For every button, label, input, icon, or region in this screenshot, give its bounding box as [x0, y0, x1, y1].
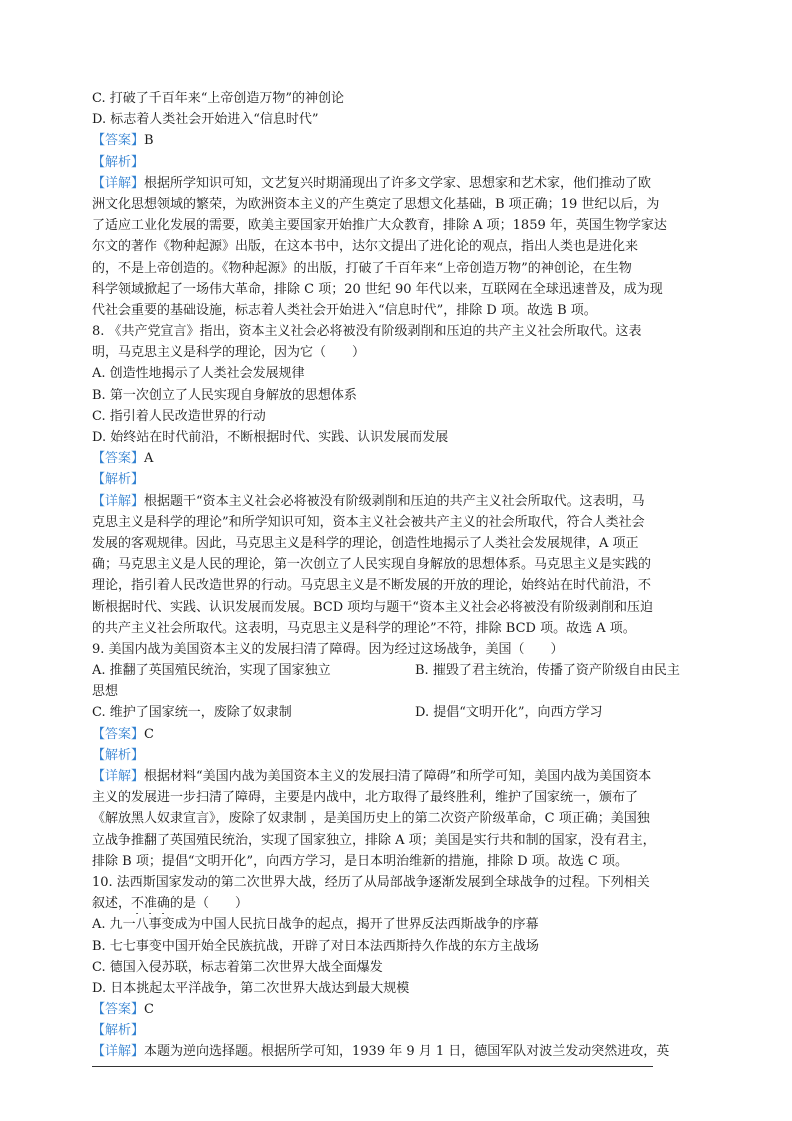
q7-analysis-tag: 【解析】 [92, 154, 145, 170]
q8-detail-line-7: 的共产主义社会所取代。这表明，马克思主义是科学的理论”不符，排除 BCD 项。故选 A 项。 [92, 620, 636, 636]
answer-tag: 【答案】 [92, 133, 145, 149]
q8-option-c: C. 指引着人民改造世界的行动 [92, 408, 266, 424]
q10-stem-line-1: 10. 法西斯国家发动的第二次世界大战，经历了从局部战争逐渐发展到全球战争的过程。下列相关 [92, 874, 650, 890]
answer-tag: 【答案】 [92, 451, 145, 467]
answer-value: A [144, 451, 154, 467]
detail-tag: 【详解】 [92, 493, 145, 509]
q8-detail-line-6: 断根据时代、实践、认识发展而发展。BCD 项均与题干“资本主义社会必将被没有阶级剥削和压迫 [92, 599, 653, 615]
detail-tag: 【详解】 [92, 1044, 145, 1060]
q9-answer [92, 724, 702, 745]
q9-option-b-continued: 思想 [92, 684, 119, 700]
q10-option-b: B. 七七事变中国开始全民族抗战，开辟了对日本法西斯持久作战的东方主战场 [92, 938, 539, 954]
q10-answer [92, 999, 702, 1020]
q8-detail-line-1: 【详解】根据题干“资本主义社会必将被没有阶级剥削和压迫的共产主义社会所取代。这表明，马 [92, 493, 645, 509]
q9-detail-line-5: 排除 B 项；提倡“文明开化”，向西方学习，是日本明治维新的措施，排除 D 项。故选 C 项。 [92, 853, 629, 869]
q8-analysis-tag: 【解析】 [92, 472, 145, 488]
emphasis-not-accurate: 不准确 [131, 896, 171, 912]
q10-analysis-tag: 【解析】 [92, 1023, 145, 1039]
q9-detail-line-3: 《解放黑人奴隶宣言》，废除了奴隶制 ，是美国历史上的第二次资产阶级革命，C 项正确；美国独 [92, 811, 650, 827]
q9-detail-line-4: 立战争推翻了英国殖民统治，实现了国家独立，排除 A 项；美国是实行共和制的国家，没有君主， [92, 832, 656, 848]
q9-option-b: B. 摧毁了君主统治，传播了资产阶级自由民主 [415, 663, 680, 679]
q7-detail-line-4: 尔文的著作《物种起源》出版，在这本书中，达尔文提出了进化论的观点，指出人类也是进化来 [92, 239, 639, 255]
q7-detail-line-1: 【详解】根据所学知识可知，文艺复兴时期涌现出了许多文学家、思想家和艺术家，他们推动了欧 [92, 175, 652, 191]
detail-tag: 【详解】 [92, 769, 145, 784]
q7-detail-line-3: 了适应工业化发展的需要，欧美主要国家开始推广大众教育，排除 A 项；1859 年，英国生物学家达 [92, 218, 667, 234]
q7-detail-line-5: 的，不是上帝创造的。《物种起源》的出版，打破了千百年来“上帝创造万物”的神创论，在生物 [92, 260, 632, 276]
q8-detail-line-3: 发展的客观规律。因此，马克思主义是科学的理论，创造性地揭示了人类社会发展规律，A 项正 [92, 535, 639, 551]
q9-option-d: D. 提倡“文明开化”，向西方学习 [415, 705, 603, 721]
footer-divider [92, 1066, 653, 1067]
q9-detail-line-1: 【详解】根据材料“美国内战为美国资本主义的发展扫清了障碍”和所学可知，美国内战为美国资本 [92, 769, 652, 784]
q10-option-c: C. 德国入侵苏联，标志着第二次世界大战全面爆发 [92, 959, 383, 975]
answer-tag: 【答案】 [92, 1002, 145, 1018]
q8-detail-line-4: 确；马克思主义是人民的理论，第一次创立了人民实现自身解放的思想体系。马克思主义是实践的 [92, 557, 652, 573]
q9-option-c: C. 维护了国家统一，废除了奴隶制 [92, 705, 292, 721]
q8-detail-line-5: 理论，指引着人民改造世界的行动。马克思主义是不断发展的开放的理论，始终站在时代前沿，不 [92, 578, 652, 594]
document-content [92, 88, 702, 1063]
q7-detail-line-2: 洲文化思想领域的繁荣，为欧洲资本主义的产生奠定了思想文化基础，B 项正确；19 世纪以后，为 [92, 196, 660, 212]
q8-stem-line-2: 明，马克思主义是科学的理论，因为它（ ） [92, 345, 366, 361]
answer-value: B [144, 133, 154, 149]
answer-tag: 【答案】 [92, 726, 145, 742]
q8-option-b: B. 第一次创立了人民实现自身解放的思想体系 [92, 387, 357, 403]
q10-detail-line-1: 【详解】本题为逆向选择题。根据所学可知，1939 年 9 月 1 日，德国军队对波兰发动突然进攻，英 [92, 1044, 670, 1060]
q8-detail-line-2: 克思主义是科学的理论”和所学知识可知，资本主义社会被共产主义的社会所取代，符合人类社会 [92, 514, 645, 530]
q9-option-a: A. 推翻了英国殖民统治，实现了国家独立 [92, 663, 331, 679]
q8-stem-line-1: 8. 《共产党宣言》指出，资本主义社会必将被没有阶级剥削和压迫的共产主义社会所取代。这表 [92, 324, 642, 340]
q9-options-row-2 [92, 702, 702, 723]
q7-option-d: D. 标志着人类社会开始进入“信息时代” [92, 112, 319, 128]
q9-options-row-1 [92, 660, 702, 681]
q10-option-a: A. 九一八事变成为中国人民抗日战争的起点，揭开了世界反法西斯战争的序幕 [92, 917, 539, 933]
q10-stem-line-2: 叙述，不准确的是（ ） [92, 896, 249, 912]
q7-detail-line-7: 代社会重要的基础设施，标志着人类社会开始进入“信息时代”，排除 D 项。故选 B 项。 [92, 302, 597, 318]
answer-value: C [144, 1002, 154, 1018]
q10-option-d: D. 日本挑起太平洋战争，第二次世界大战达到最大规模 [92, 980, 410, 996]
q7-answer [92, 130, 702, 151]
q9-stem: 9. 美国内战为美国资本主义的发展扫清了障碍。因为经过这场战争，美国（ ） [92, 641, 564, 657]
q8-option-a: A. 创造性地揭示了人类社会发展规律 [92, 366, 305, 382]
q7-detail-line-6: 科学领域掀起了一场伟大革命，排除 C 项；20 世纪 90 年代以来，互联网在全球迅速普及，成为现 [92, 281, 663, 297]
q9-analysis-tag: 【解析】 [92, 747, 145, 763]
q7-option-c: C. 打破了千百年来“上帝创造万物”的神创论 [92, 91, 345, 106]
q8-option-d: D. 始终站在时代前沿，不断根据时代、实践、认识发展而发展 [92, 430, 449, 445]
q9-detail-line-2: 主义的发展进一步扫清了障碍，主要是内战中，北方取得了最终胜利，维护了国家统一，颁布了 [92, 790, 639, 806]
answer-value: C [144, 726, 154, 742]
q8-answer [92, 448, 702, 469]
detail-tag: 【详解】 [92, 175, 145, 191]
